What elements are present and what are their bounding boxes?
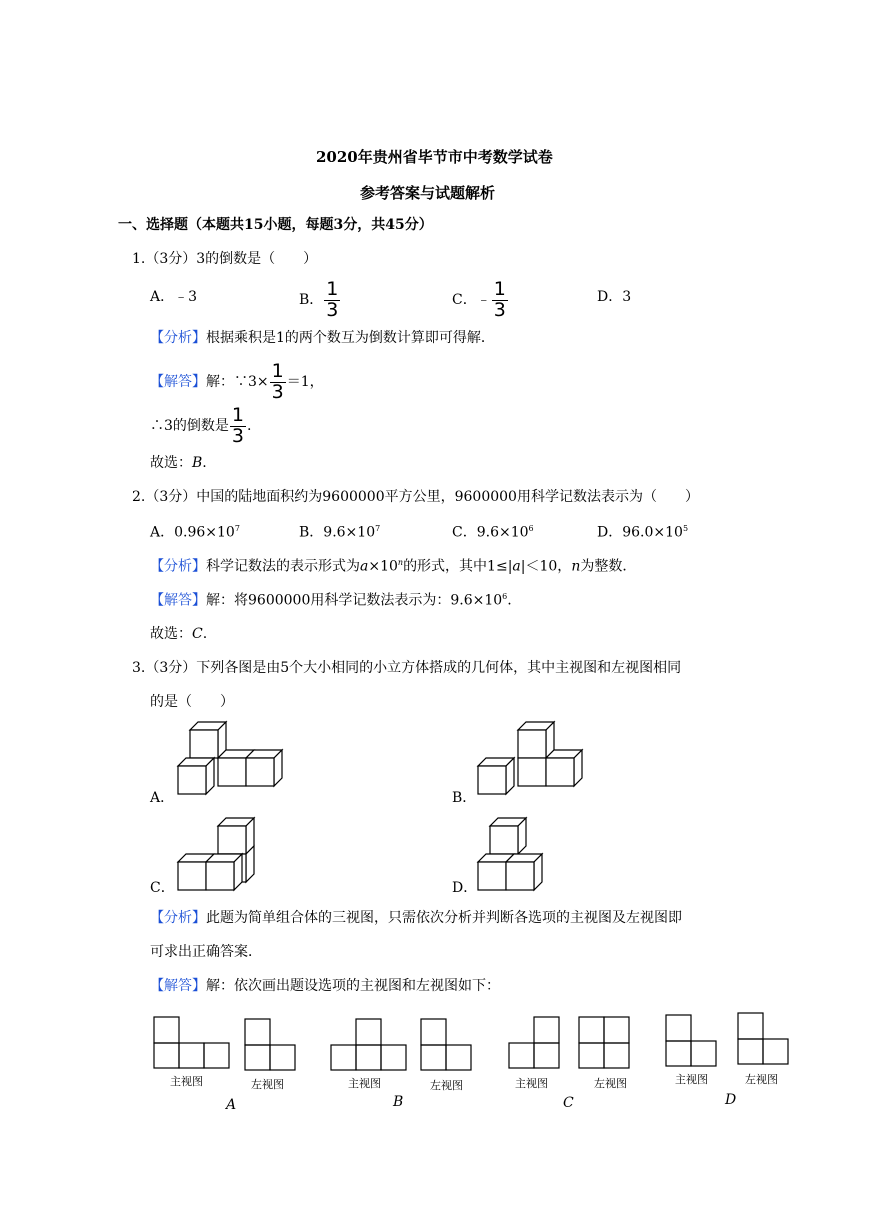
q3-figure-d [478,818,568,893]
view-d-front-caption: 主视图 [675,1073,708,1086]
q1-option-b: B． $\frac{1}{3}$ [299,278,339,321]
q3-analysis-line2: 可求出正确答案． [150,944,262,960]
q1-option-d: D．3 [597,289,632,305]
view-a-front-caption: 主视图 [170,1075,203,1088]
view-c-left-caption: 左视图 [594,1077,627,1090]
view-a-front [153,1016,233,1071]
view-b-left [420,1018,476,1073]
q1-choice: 故选：B. [150,455,207,471]
q2-option-a: A．$0.96\times 10^7$ [150,524,240,541]
q2-option-d: D．$96.0\times 10^5$ [597,524,689,541]
q2-choice: 故选：C. [150,626,208,642]
q2-stem: 2.（3分）中国的陆地面积约为9600000平方公里，9600000用科学记数法表示为（ ） [132,489,699,505]
q1-answer-fraction: $\frac{1}{3}$ [271,360,284,403]
section-heading: 一、选择题（本题共15小题，每题3分，共45分） [118,217,433,233]
q1-option-b-fraction: $\frac{1}{3}$ [326,278,339,321]
view-a-left [244,1018,300,1073]
q2-option-c: C．$9.6\times 10^6$ [452,524,534,541]
page-subtitle: 参考答案与试题解析 [360,184,496,202]
q1-answer-line2: ∴3的倒数是 $\frac{1}{3}$ . [150,404,252,447]
q1-stem: 1.（3分）3的倒数是（ ） [132,251,318,267]
q3-option-c: C． [150,880,175,896]
view-c-label: C [563,1095,574,1111]
view-d-left [737,1012,793,1067]
q3-option-b: B． [452,790,477,806]
view-c-left [578,1016,634,1071]
page-title: 2020年贵州省毕节市中考数学试卷 [316,148,553,166]
q1-option-c-fraction: $\frac{1}{3}$ [493,278,506,321]
q2-analysis: 【分析】科学记数法的表示形式为$a\times 10^n$的形式，其中1≤|a|＜10，n为整数． [150,558,637,575]
q3-stem-line2: 的是（ ） [150,694,234,710]
q1-answer-fraction-2: $\frac{1}{3}$ [231,404,245,447]
view-b-front [330,1018,410,1073]
view-c-front-caption: 主视图 [515,1077,548,1090]
q3-figure-a [178,722,288,797]
q3-stem-line1: 3.（3分）下列各图是由5个大小相同的小立方体搭成的几何体，其中主视图和左视图相同 [132,660,682,676]
q1-option-c: C．﹣ $\frac{1}{3}$ [452,278,506,321]
q1-option-a: A．﹣3 [150,289,198,305]
q3-figure-c [178,818,268,893]
view-d-front [665,1014,721,1069]
view-c-front [508,1016,564,1071]
q1-analysis: 【分析】根据乘积是1的两个数互为倒数计算即可得解． [150,330,495,346]
q3-option-a: A． [150,790,175,806]
view-d-left-caption: 左视图 [745,1073,778,1086]
q3-answer: 【解答】解：依次画出题设选项的主视图和左视图如下： [150,978,500,994]
q2-answer: 【解答】解：将9600000用科学记数法表示为：$9.6\times 10^6$. [150,592,512,609]
view-d-label: D [725,1092,737,1108]
q3-option-d: D． [452,880,478,896]
q3-figure-b [478,722,588,797]
q2-option-b: B．$9.6\times 10^7$ [299,524,381,541]
view-a-label: A [226,1097,237,1113]
view-a-left-caption: 左视图 [251,1078,284,1091]
q1-answer-line1: 【解答】解：∵3× $\frac{1}{3}$ ＝1， [150,360,324,403]
q3-analysis-line1: 【分析】此题为简单组合体的三视图，只需依次分析并判断各选项的主视图及左视图即 [150,910,682,926]
view-b-label: B [393,1094,404,1110]
view-b-front-caption: 主视图 [348,1077,381,1090]
view-b-left-caption: 左视图 [430,1079,463,1092]
